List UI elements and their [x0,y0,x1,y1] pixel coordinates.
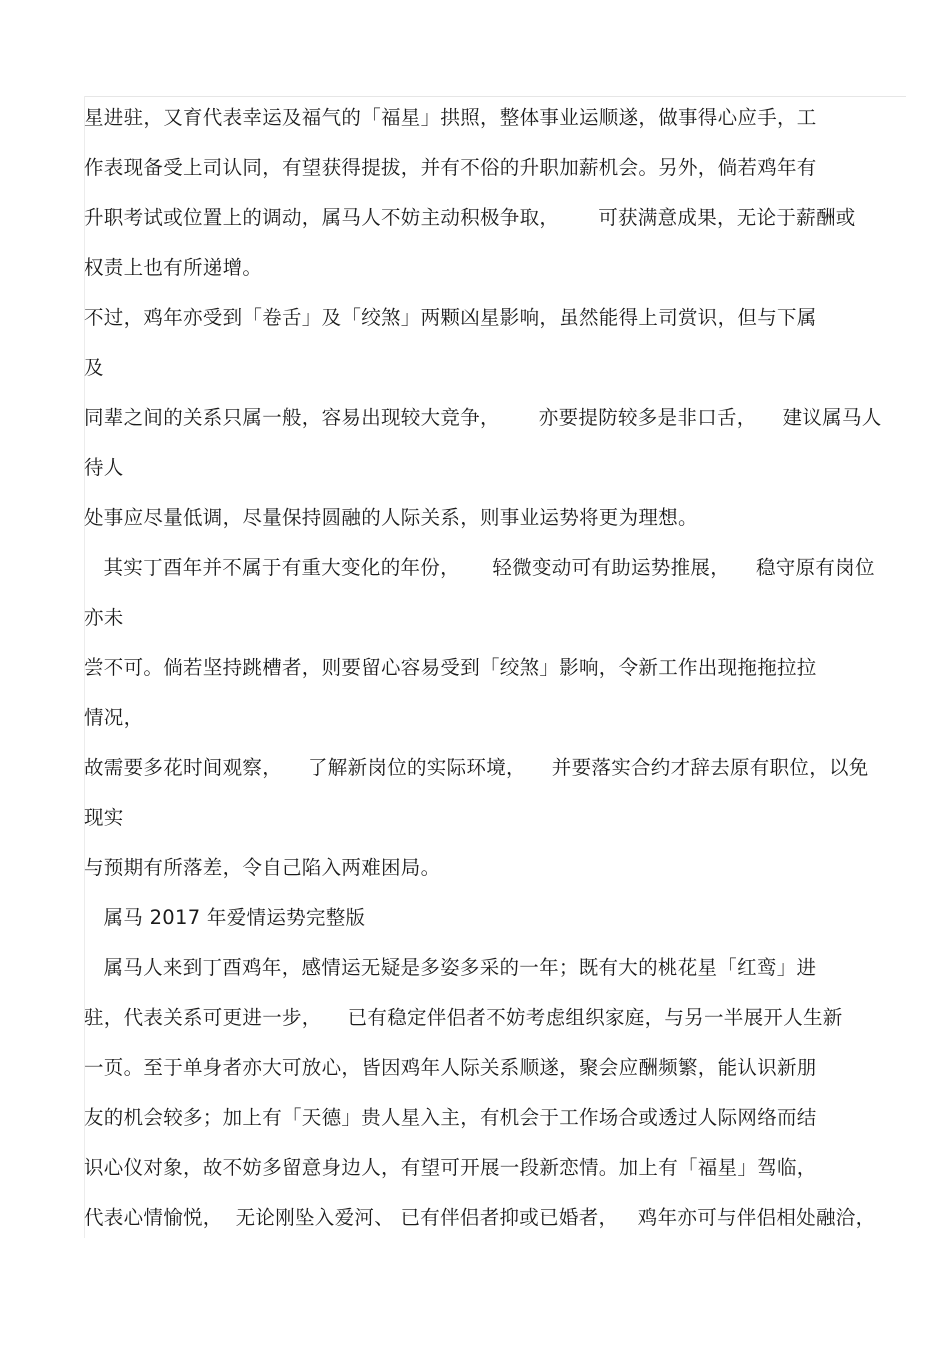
body-text [84,100,914,1250]
text-line: 故需要多花时间观察， 了解新岗位的实际环境， 并要落实合约才辞去原有职位，以免 [84,756,869,779]
top-divider [84,96,906,97]
text-line: 识心仪对象，故不妨多留意身边人，有望可开展一段新恋情。加上有「福星」驾临， [84,1156,817,1179]
text-line: 星进驻，又育代表幸运及福气的「福星」拱照，整体事业运顺遂，做事得心应手，工 [84,106,817,129]
text-line: 尝不可。倘若坚持跳槽者，则要留心容易受到「绞煞」影响，令新工作出现拖拖拉拉 [84,656,817,679]
text-line: 与预期有所落差，令自己陷入两难困局。 [84,856,441,879]
text-line: 升职考试或位置上的调动，属马人不妨主动积极争取， 可获满意成果，无论于薪酬或 [84,206,856,229]
text-line: 权责上也有所递增。 [84,256,263,279]
text-line: 其实丁酉年并不属于有重大变化的年份， 轻微变动可有助运势推展， 稳守原有岗位 [84,556,875,579]
text-line: 及 [84,356,104,379]
text-line: 现实 [84,806,124,829]
text-line: 作表现备受上司认同，有望获得提拔，并有不俗的升职加薪机会。另外，倘若鸡年有 [84,156,817,179]
text-line: 不过，鸡年亦受到「卷舌」及「绞煞」两颗凶星影响，虽然能得上司赏识，但与下属 [84,306,817,329]
text-line: 同辈之间的关系只属一般，容易出现较大竞争， 亦要提防较多是非口舌， 建议属马人 [84,406,882,429]
text-line: 亦未 [84,606,124,629]
text-line: 驻，代表关系可更进一步， 已有稳定伴侣者不妨考虑组织家庭，与另一半展开人生新 [84,1006,843,1029]
text-line: 属马人来到丁酉鸡年，感情运无疑是多姿多采的一年；既有大的桃花星「红鸾」进 [84,956,817,979]
section-heading: 属马 2017 年爱情运势完整版 [84,906,366,929]
text-line: 情况， [84,706,144,729]
text-line: 一页。至于单身者亦大可放心，皆因鸡年人际关系顺遂，聚会应酬频繁，能认识新朋 [84,1056,817,1079]
text-line: 代表心情愉悦， 无论刚坠入爱河、 已有伴侣者抑或已婚者， 鸡年亦可与伴侣相处融洽， [84,1206,876,1229]
text-line: 待人 [84,456,124,479]
text-line: 友的机会较多；加上有「天德」贵人星入主，有机会于工作场合或透过人际网络而结 [84,1106,817,1129]
text-line: 处事应尽量低调，尽量保持圆融的人际关系，则事业运势将更为理想。 [84,506,698,529]
